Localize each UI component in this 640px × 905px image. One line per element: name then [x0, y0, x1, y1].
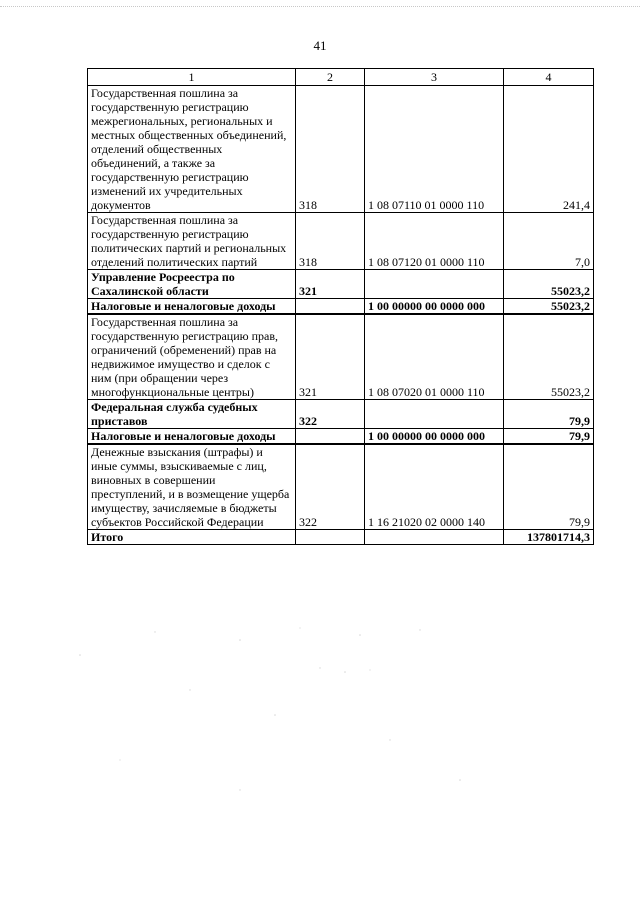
row-name: Государственная пошлина за государственную регистрацию прав, ограничений (обременений) прав на недвижимое имущество и сделок с ним (при обращении через многофункциональные центры): [88, 314, 296, 400]
row-admin-code: 321: [296, 270, 365, 299]
top-rule: [0, 6, 640, 7]
row-admin-code: [296, 530, 365, 545]
table-row: [88, 86, 594, 213]
row-admin-code: 321: [296, 314, 365, 400]
row-budget-code: [365, 400, 504, 429]
row-admin-code: [296, 429, 365, 445]
row-name: Налоговые и неналоговые доходы: [88, 429, 296, 445]
page-number: 41: [313, 38, 327, 53]
row-amount: 55023,2: [504, 299, 594, 315]
row-name: Федеральная служба судебных приставов: [88, 400, 296, 429]
row-name: Налоговые и неналоговые доходы: [88, 299, 296, 315]
row-amount: 7,0: [504, 213, 594, 270]
scan-noise: [60, 620, 530, 800]
row-budget-code: 1 08 07020 01 0000 110: [365, 314, 504, 400]
column-header: 3: [365, 69, 504, 86]
row-name: Государственная пошлина за государственную регистрацию политических партий и региональных отделений политических партий: [88, 213, 296, 270]
column-header: 2: [296, 69, 365, 86]
table-row: [88, 444, 594, 530]
total-label: Итого: [88, 530, 296, 545]
column-header: 1: [88, 69, 296, 86]
row-admin-code: 322: [296, 444, 365, 530]
total-amount: 137801714,3: [504, 530, 594, 545]
row-admin-code: 318: [296, 86, 365, 213]
table-row: [88, 314, 594, 400]
row-name: Государственная пошлина за государственную регистрацию межрегиональных, региональных и местных общественных объединений, отделений общественных объединений, а также за государственную регистрацию изменений их учредительных документов: [88, 86, 296, 213]
row-amount: 79,9: [504, 444, 594, 530]
row-budget-code: [365, 270, 504, 299]
table-row-group: [88, 299, 594, 315]
row-budget-code: 1 00 00000 00 0000 000: [365, 429, 504, 445]
column-header: 4: [504, 69, 594, 86]
row-budget-code: 1 16 21020 02 0000 140: [365, 444, 504, 530]
row-admin-code: 318: [296, 213, 365, 270]
row-name: Управление Росреестра по Сахалинской области: [88, 270, 296, 299]
row-budget-code: 1 08 07110 01 0000 110: [365, 86, 504, 213]
table-row: [88, 213, 594, 270]
row-admin-code: [296, 299, 365, 315]
row-amount: 79,9: [504, 400, 594, 429]
row-budget-code: 1 08 07120 01 0000 110: [365, 213, 504, 270]
revenue-table: [87, 68, 594, 545]
row-amount: 55023,2: [504, 270, 594, 299]
row-amount: 241,4: [504, 86, 594, 213]
table-row-agency: [88, 400, 594, 429]
row-budget-code: [365, 530, 504, 545]
table-row-agency: [88, 270, 594, 299]
row-budget-code: 1 00 00000 00 0000 000: [365, 299, 504, 315]
row-amount: 55023,2: [504, 314, 594, 400]
table-row-total: [88, 530, 594, 545]
row-name: Денежные взыскания (штрафы) и иные суммы, взыскиваемые с лиц, виновных в совершении преступлений, и в возмещение ущерба имуществу, зачисляемые в бюджеты субъектов Российской Федерации: [88, 444, 296, 530]
row-admin-code: 322: [296, 400, 365, 429]
table-row-group: [88, 429, 594, 445]
header-row: [88, 69, 594, 86]
row-amount: 79,9: [504, 429, 594, 445]
